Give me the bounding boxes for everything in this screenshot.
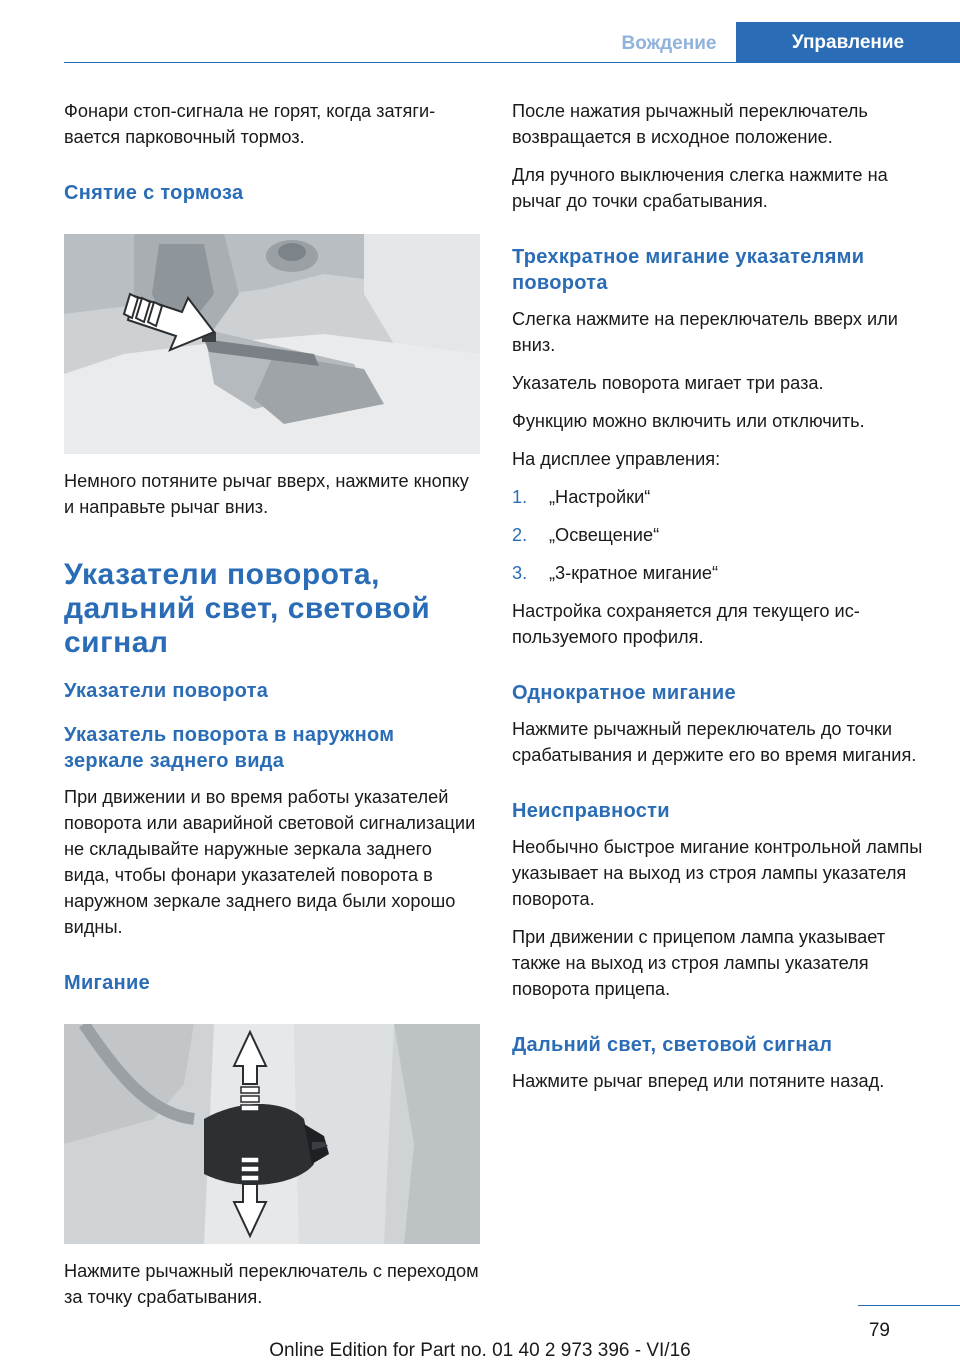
malfunction-text-2: При движении с прицепом лампа указывает также на выход из строя лампы указателя поворота прицепа. xyxy=(512,927,886,999)
heading-turn-signals-highbeam: Указатели поворота, дальний свет, световой сигнал xyxy=(64,558,431,659)
tab-controls[interactable]: Управление xyxy=(736,22,960,63)
mirror-turn-signal-text: При движении и во время работы указателей поворота или аварийной световой сигнализации не складывайте наружные зеркала заднего вида, чтобы фонари указателей поворота в наружном зеркале заднего вида были хорошо видны. xyxy=(64,787,476,937)
heading-triple-flash: Трехкратное мигание указателями поворота xyxy=(512,246,865,294)
turn-signal-lever-illustration xyxy=(64,1024,480,1244)
edition-footer: Online Edition for Part no. 01 40 2 973 396 - VI/16 xyxy=(269,1340,691,1361)
flashing-instruction: Нажмите рычажный переключатель с переходом за точку срабатывания. xyxy=(64,1261,479,1307)
lever-return-text: После нажатия рычажный переключатель возвращается в исходное положение. xyxy=(512,101,868,147)
footer-divider xyxy=(858,1305,960,1306)
heading-single-flash: Однократное мигание xyxy=(512,682,736,704)
manual-off-text: Для ручного выключения слегка нажмите на рычаг до точки срабатывания. xyxy=(512,165,888,211)
brake-lights-note: Фонари стоп-сигнала не горят, когда затягивается парковочный тормоз. xyxy=(64,101,436,147)
settings-steps xyxy=(512,484,928,586)
heading-mirror-turn-signal: Указатель поворота в наружном зеркале заднего вида xyxy=(64,724,395,772)
heading-release-brake: Снятие с тормоза xyxy=(64,182,244,204)
triple-flash-result: Указатель поворота мигает три раза. xyxy=(512,373,824,393)
list-item: 1. „Настройки“ xyxy=(512,487,651,507)
list-item: 3. „3-кратное мигание“ xyxy=(512,563,719,583)
right-column xyxy=(512,98,928,1106)
left-column xyxy=(64,98,480,1322)
header-divider xyxy=(64,62,960,63)
list-item: 2. „Освещение“ xyxy=(512,525,660,545)
malfunction-text-1: Необычно быстрое мигание контрольной лампы указывает на выход из строя лампы указателя поворота. xyxy=(512,837,923,909)
tab-driving[interactable]: Вождение xyxy=(621,33,717,54)
heading-turn-signals: Указатели поворота xyxy=(64,680,269,702)
high-beam-text: Нажмите рычаг вперед или потяните назад. xyxy=(512,1071,885,1091)
parking-brake-illustration xyxy=(64,234,480,454)
profile-saved-text: Настройка сохраняется для текущего используемого профиля. xyxy=(512,601,860,647)
heading-malfunctions: Неисправности xyxy=(512,800,670,822)
control-display-intro: На дисплее управления: xyxy=(512,449,721,469)
release-brake-instruction: Немного потяните рычаг вверх, нажмите кнопку и направьте рычаг вниз. xyxy=(64,471,469,517)
triple-flash-toggle: Функцию можно включить или отключить. xyxy=(512,411,865,431)
triple-flash-instruction: Слегка нажмите на переключатель вверх или вниз. xyxy=(512,309,898,355)
heading-high-beam: Дальний свет, световой сигнал xyxy=(512,1034,833,1056)
heading-flashing: Мигание xyxy=(64,972,151,994)
page-number: 79 xyxy=(868,1320,890,1341)
single-flash-text: Нажмите рычажный переключатель до точки срабатывания и держите его во время мигания. xyxy=(512,719,917,765)
